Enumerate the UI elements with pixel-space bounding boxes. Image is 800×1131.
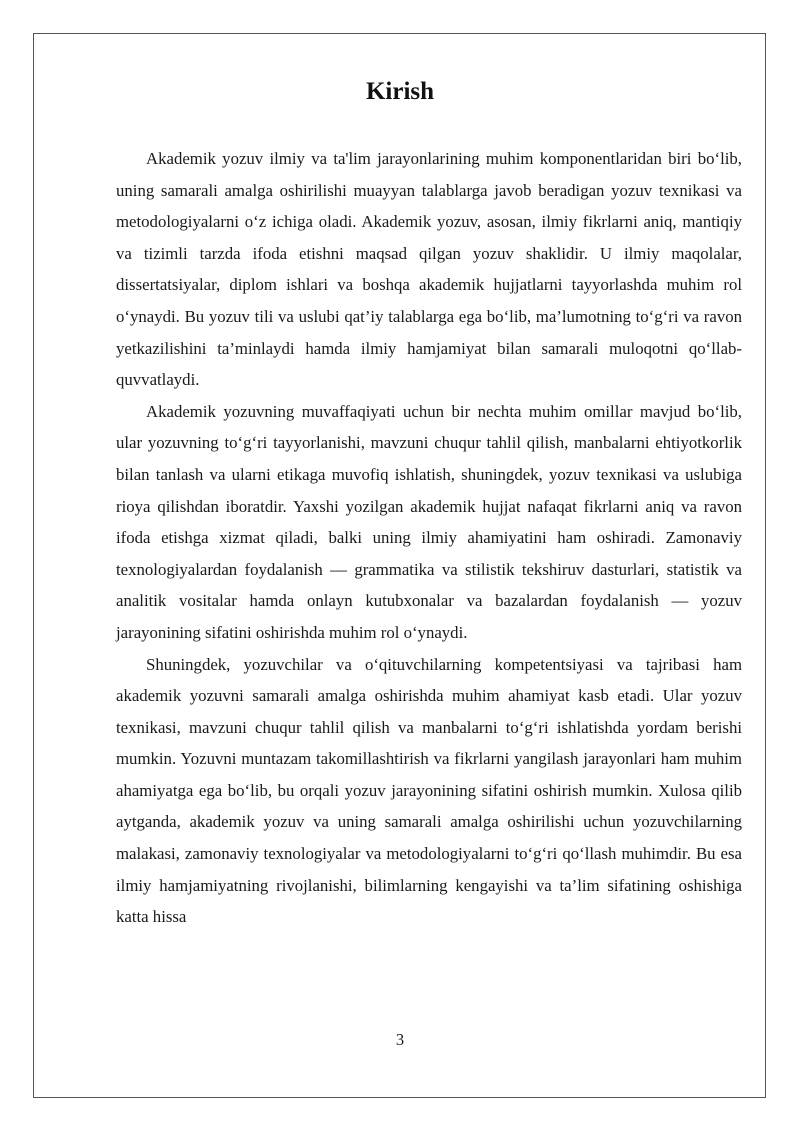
- paragraph-1: Akademik yozuv ilmiy va ta'lim jarayonlarining muhim komponentlaridan biri bo‘lib, uning samarali amalga oshirilishi muayyan talablarga javob beradigan yozuv texnikasi va metodologiyalarni o‘z ichiga oladi. Akademik yozuv, asosan, ilmiy fikrlarni aniq, mantiqiy va tizimli tarzda ifoda etishni maqsad qilgan yozuv shaklidir. U ilmiy maqolalar, dissertatsiyalar, diplom ishlari va boshqa akademik hujjatlarni tayyorlashda muhim rol o‘ynaydi. Bu yozuv tili va uslubi qat’iy talablarga ega bo‘lib, ma’lumotning to‘g‘ri va ravon yetkazilishini ta’minlaydi hamda ilmiy hamjamiyat bilan samarali muloqotni qo‘llab-quvvatlaydi.: [116, 149, 742, 390]
- paragraph-3: Shuningdek, yozuvchilar va o‘qituvchilarning kompetentsiyasi va tajribasi ham akademik yozuvni samarali amalga oshirishda muhim ahamiyat kasb etadi. Ular yozuv texnikasi, mavzuni chuqur tahlil qilish va manbalarni to‘g‘ri ishlatishda yordam berishi mumkin. Yozuvni muntazam takomillashtirish va fikrlarni yangilash jarayonlari ham muhim ahamiyatga ega bo‘lib, bu orqali yozuv jarayonining sifatini oshirish mumkin. Xulosa qilib aytganda, akademik yozuv va uning samarali amalga oshirilishi uchun yozuvchilarning malakasi, zamonaviy texnologiyalar va metodologiyalarni to‘g‘ri qo‘llash muhimdir. Bu esa ilmiy hamjamiyatning rivojlanishi, bilimlarning kengayishi va ta’lim sifatining oshishiga katta hissa: [116, 654, 742, 927]
- page-number: 3: [395, 1030, 405, 1049]
- paragraph-2: Akademik yozuvning muvaffaqiyati uchun bir nechta muhim omillar mavjud bo‘lib, ular yozuvning to‘g‘ri tayyorlanishi, mavzuni chuqur tahlil qilish, manbalarni ehtiyotkorlik bilan tanlash va ularni etikaga muvofiq ishlatish, shuningdek, yozuv texnikasi va uslubiga rioya qilishdan iboratdir. Yaxshi yozilgan akademik hujjat nafaqat fikrlarni aniq va ravon ifoda etishga xizmat qiladi, balki uning ilmiy ahamiyatini ham oshiradi. Zamonaviy texnologiyalardan foydalanish — grammatika va stilistik tekshiruv dasturlari, statistik va analitik vositalar hamda onlayn kutubxonalar va bazalardan foydalanish — yozuv jarayonining sifatini oshirishda muhim rol o‘ynaydi.: [116, 401, 742, 642]
- page-title: Kirish: [365, 78, 435, 105]
- body-text: [116, 143, 742, 933]
